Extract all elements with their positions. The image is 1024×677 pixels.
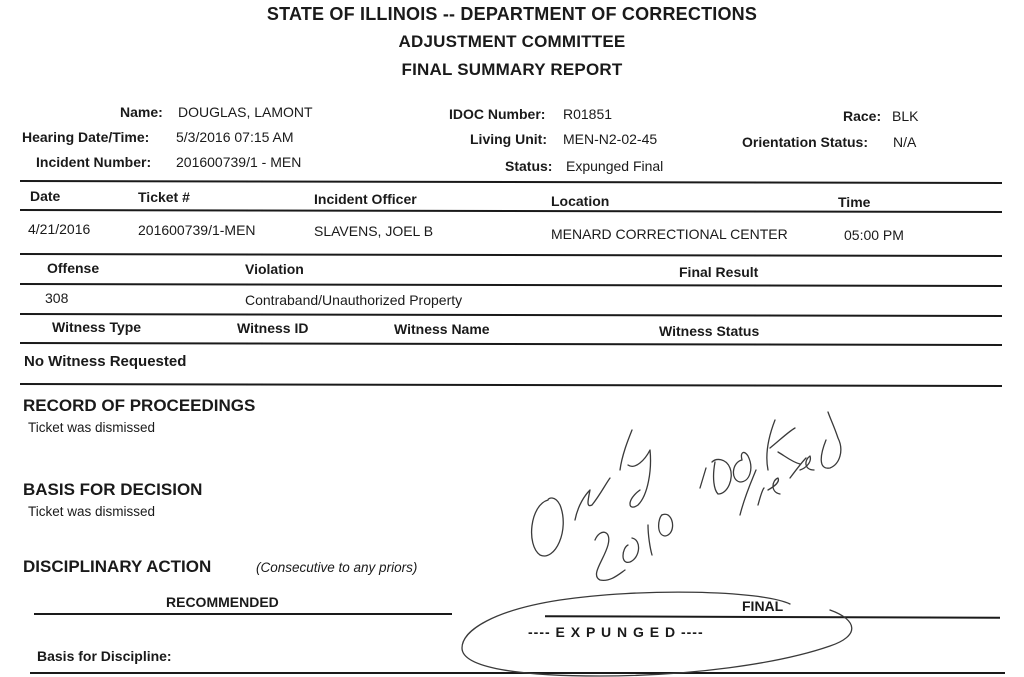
race-value: BLK xyxy=(892,108,919,124)
proceedings-heading: RECORD OF PROCEEDINGS xyxy=(23,396,256,415)
col-header-witness-status: Witness Status xyxy=(659,323,760,339)
basis-text: Ticket was dismissed xyxy=(28,504,156,519)
offense-violation: Contraband/Unauthorized Property xyxy=(245,292,463,308)
race-label: Race: xyxy=(843,108,882,124)
inmate-name: DOUGLAS, LAMONT xyxy=(178,104,313,120)
recommended-label: RECOMMENDED xyxy=(166,594,279,610)
handwriting-only xyxy=(532,430,651,556)
ticket-time: 05:00 PM xyxy=(844,227,904,243)
final-label: FINAL xyxy=(742,598,784,614)
col-header-final-result: Final Result xyxy=(679,264,759,280)
handwriting-idoc xyxy=(700,420,800,494)
offense-code: 308 xyxy=(45,290,69,306)
col-header-officer: Incident Officer xyxy=(314,191,417,207)
report-agency-title: STATE OF ILLINOIS -- DEPARTMENT OF CORRECTIONS xyxy=(266,4,758,24)
col-header-witness-type: Witness Type xyxy=(52,319,142,335)
witness-note: No Witness Requested xyxy=(24,353,187,370)
handwriting-listed xyxy=(740,412,841,515)
col-header-witness-name: Witness Name xyxy=(394,321,490,337)
living-unit: MEN-N2-02-45 xyxy=(563,131,658,147)
status-label: Status: xyxy=(505,158,553,174)
basis-for-discipline-label: Basis for Discipline: xyxy=(37,648,172,664)
col-header-time: Time xyxy=(838,194,871,210)
living-unit-label: Living Unit: xyxy=(470,131,547,147)
col-header-violation: Violation xyxy=(245,261,304,277)
col-header-offense: Offense xyxy=(47,260,100,276)
col-header-date: Date xyxy=(30,188,61,204)
disciplinary-heading: DISCIPLINARY ACTION xyxy=(23,557,212,576)
ticket-number: 201600739/1-MEN xyxy=(138,222,256,238)
idoc-label: IDOC Number: xyxy=(449,106,546,122)
hearing-label: Hearing Date/Time: xyxy=(22,129,150,145)
col-header-ticket: Ticket # xyxy=(138,189,190,205)
incident-number: 201600739/1 - MEN xyxy=(176,154,302,170)
handwriting-2016 xyxy=(595,514,673,580)
incident-label: Incident Number: xyxy=(36,154,152,170)
report-title: FINAL SUMMARY REPORT xyxy=(401,60,623,79)
ticket-location: MENARD CORRECTIONAL CENTER xyxy=(551,226,788,242)
expunged-label: ---- E X P U N G E D ---- xyxy=(528,624,704,640)
status-value: Expunged Final xyxy=(566,158,664,174)
hearing-datetime: 5/3/2016 07:15 AM xyxy=(176,129,294,145)
name-label: Name: xyxy=(120,104,163,120)
col-header-witness-id: Witness ID xyxy=(237,320,309,336)
idoc-number: R01851 xyxy=(563,106,613,122)
proceedings-text: Ticket was dismissed xyxy=(28,420,156,435)
report-committee-title: ADJUSTMENT COMMITTEE xyxy=(398,32,626,51)
basis-heading: BASIS FOR DECISION xyxy=(23,480,203,499)
col-header-location: Location xyxy=(551,193,610,209)
ticket-date: 4/21/2016 xyxy=(28,221,91,237)
expunged-circle xyxy=(462,592,852,676)
orientation-status: N/A xyxy=(893,134,917,150)
ticket-officer: SLAVENS, JOEL B xyxy=(314,223,434,239)
orientation-label: Orientation Status: xyxy=(742,134,869,150)
disciplinary-note: (Consecutive to any priors) xyxy=(256,560,418,575)
